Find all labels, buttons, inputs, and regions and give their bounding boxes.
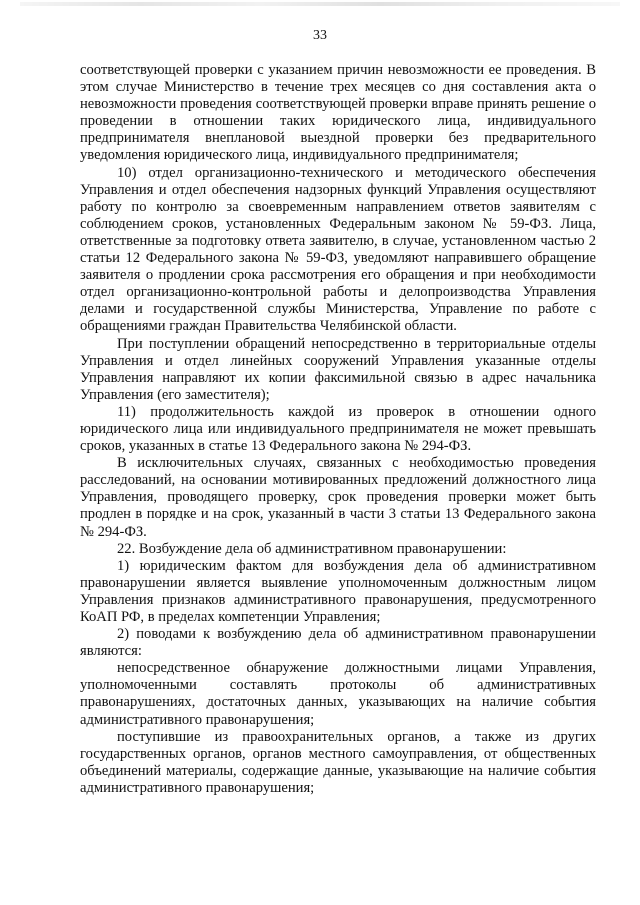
paragraph-received-materials: поступившие из правоохранительных органов, а также из других государственных органов, органов местного самоуправления, от общественных объединений материалы, содержащие данные, указывающие на наличие события административного правонарушения; [80, 728, 596, 796]
paragraph-continuation-verification: соответствующей проверки с указанием причин невозможности ее проведения. В этом случае Министерство в течение трех месяцев со дня составления акта о невозможности проведения соответствующей проверки вправе принять решение о проведении в отношении таких юридического лица, индивидуального предпринимателя внеплановой выездной проверки без предварительного уведомления юридического лица, индивидуального предпринимателя; [80, 62, 596, 164]
paragraph-section-22-item-1: 1) юридическим фактом для возбуждения дела об административном правонарушении является выявление уполномоченным должностным лицом Управления признаков административного правонарушения, предусмотренного КоАП РФ, в пределах компетенции Управления; [80, 557, 596, 625]
paragraph-item-10: 10) отдел организационно-технического и методического обеспечения Управления и отдел обеспечения надзорных функций Управления осуществляют работу по контролю за своевременным направлением ответов заявителям с соблюдением сроков, установленных Федеральным законом № 59-ФЗ. Лица, ответственные за подготовку ответа заявителю, в случае, установленном частью 2 статьи 12 Федерального закона № 59-ФЗ, уведомляют направившего обращение заявителя о продлении срока рассмотрения его обращения и при необходимости отдел организационно-контрольной работы и делопроизводства Управления делами и государственной службы Министерства, Управление по работе с обращениями граждан Правительства Челябинской области. [80, 164, 596, 335]
document-body [80, 62, 596, 797]
paragraph-territorial-departments: При поступлении обращений непосредственно в территориальные отделы Управления и отдел линейных сооружений Управления указанные отделы Управления направляют их копии факсимильной связью в адрес начальника Управления (его заместителя); [80, 335, 596, 403]
section-22-heading: 22. Возбуждение дела об административном правонарушении: [117, 540, 507, 557]
paragraph-item-11: 11) продолжительность каждой из проверок в отношении одного юридического лица или индивидуального предпринимателя не может превышать сроков, указанных в статье 13 Федерального закона № 294-ФЗ. [80, 403, 596, 455]
paragraph-direct-detection: непосредственное обнаружение должностными лицами Управления, уполномоченными составлять протоколы об административных правонарушениях, достаточных данных, указывающих на наличие события административного правонарушения; [80, 660, 596, 728]
paragraph-section-22-item-2: 2) поводами к возбуждению дела об административном правонарушении являются: [80, 626, 596, 660]
paragraph-exceptional-cases: В исключительных случаях, связанных с необходимостью проведения расследований, на основании мотивированных предложений должностного лица Управления, проводящего проверку, срок проведения проверки может быть продлен в порядке и на срок, указанный в части 3 статьи 13 Федерального закона № 294-ФЗ. [80, 455, 596, 540]
scan-artifact-strip [20, 2, 620, 6]
page-number: 33 [313, 28, 327, 43]
